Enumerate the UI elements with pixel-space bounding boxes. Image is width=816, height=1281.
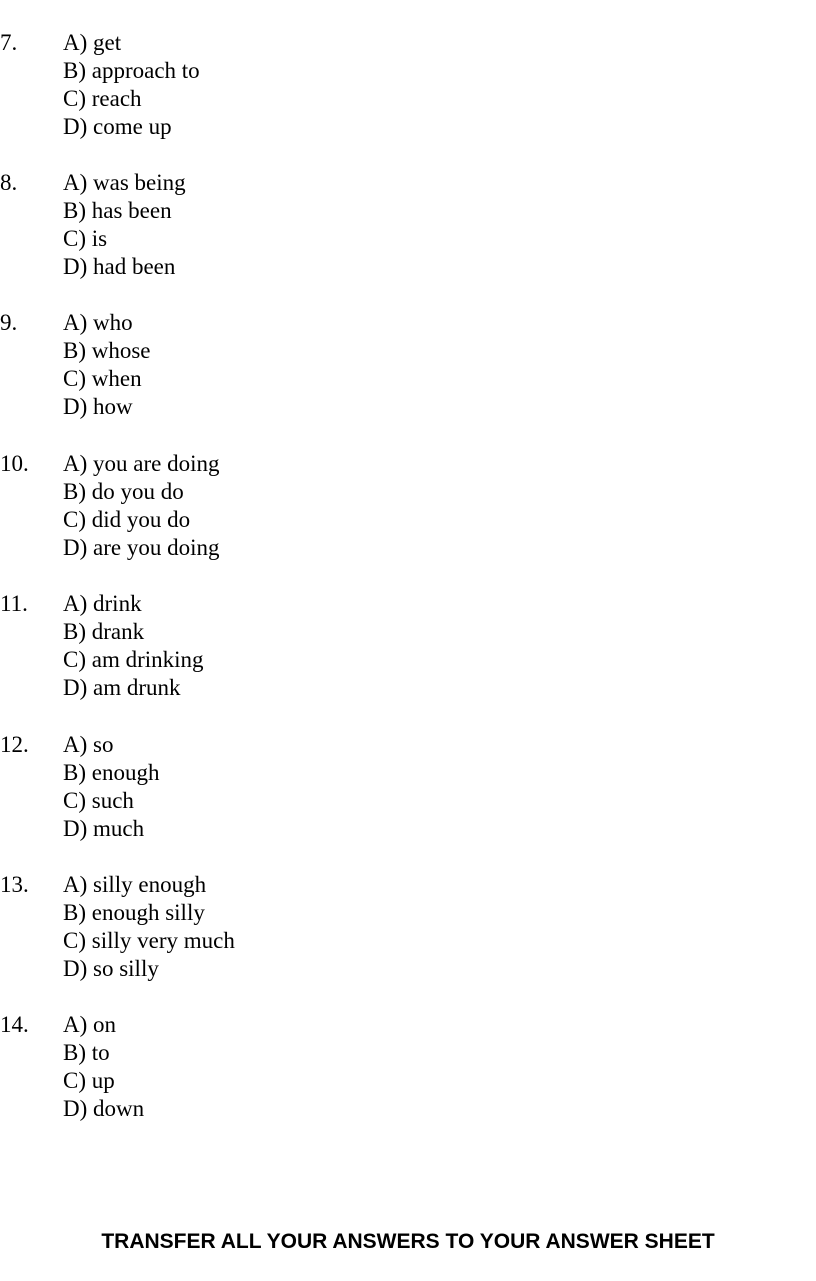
option-c: C) am drinking	[63, 647, 204, 673]
option-b: B) to	[63, 1040, 110, 1066]
option-d: D) so silly	[63, 956, 159, 982]
option-c: C) did you do	[63, 507, 191, 533]
option-b: B) drank	[63, 619, 145, 645]
option-c: C) up	[63, 1068, 115, 1094]
question-number: 14.	[0, 1012, 29, 1037]
option-b: B) do you do	[63, 479, 184, 505]
option-d: D) how	[63, 394, 133, 420]
option-d: D) am drunk	[63, 675, 181, 701]
option-list	[63, 29, 200, 141]
option-b: B) approach to	[63, 58, 200, 84]
option-list	[63, 450, 220, 562]
option-d: D) had been	[63, 254, 176, 280]
option-a: A) was being	[63, 170, 186, 195]
option-d: D) are you doing	[63, 535, 220, 561]
option-list	[63, 731, 159, 843]
option-c: C) reach	[63, 86, 142, 112]
question-number: 9.	[0, 310, 18, 335]
question-number: 7.	[0, 30, 18, 55]
option-a: A) so	[63, 732, 114, 757]
question-number: 8.	[0, 170, 18, 195]
option-d: D) much	[63, 816, 145, 842]
question-number: 12.	[0, 732, 29, 757]
question-number: 11.	[0, 591, 28, 616]
option-list	[63, 590, 204, 702]
option-list	[63, 1011, 144, 1123]
option-d: D) come up	[63, 114, 172, 140]
option-c: C) when	[63, 366, 142, 392]
option-list	[63, 169, 186, 281]
option-a: A) drink	[63, 591, 142, 616]
option-c: C) silly very much	[63, 928, 235, 954]
option-b: B) has been	[63, 198, 172, 224]
option-b: B) whose	[63, 338, 151, 364]
option-a: A) you are doing	[63, 451, 220, 476]
option-a: A) on	[63, 1012, 117, 1037]
option-a: A) who	[63, 310, 133, 335]
question-number: 10.	[0, 451, 29, 476]
option-c: C) such	[63, 788, 134, 814]
option-b: B) enough silly	[63, 900, 205, 926]
option-d: D) down	[63, 1096, 145, 1122]
question-number: 13.	[0, 872, 29, 897]
option-list	[63, 871, 235, 983]
option-list	[63, 309, 151, 421]
option-c: C) is	[63, 226, 108, 252]
option-b: B) enough	[63, 760, 160, 786]
transfer-answers-instruction: TRANSFER ALL YOUR ANSWERS TO YOUR ANSWER SHEET	[101, 1230, 715, 1253]
option-a: A) silly enough	[63, 872, 207, 897]
option-a: A) get	[63, 30, 122, 55]
